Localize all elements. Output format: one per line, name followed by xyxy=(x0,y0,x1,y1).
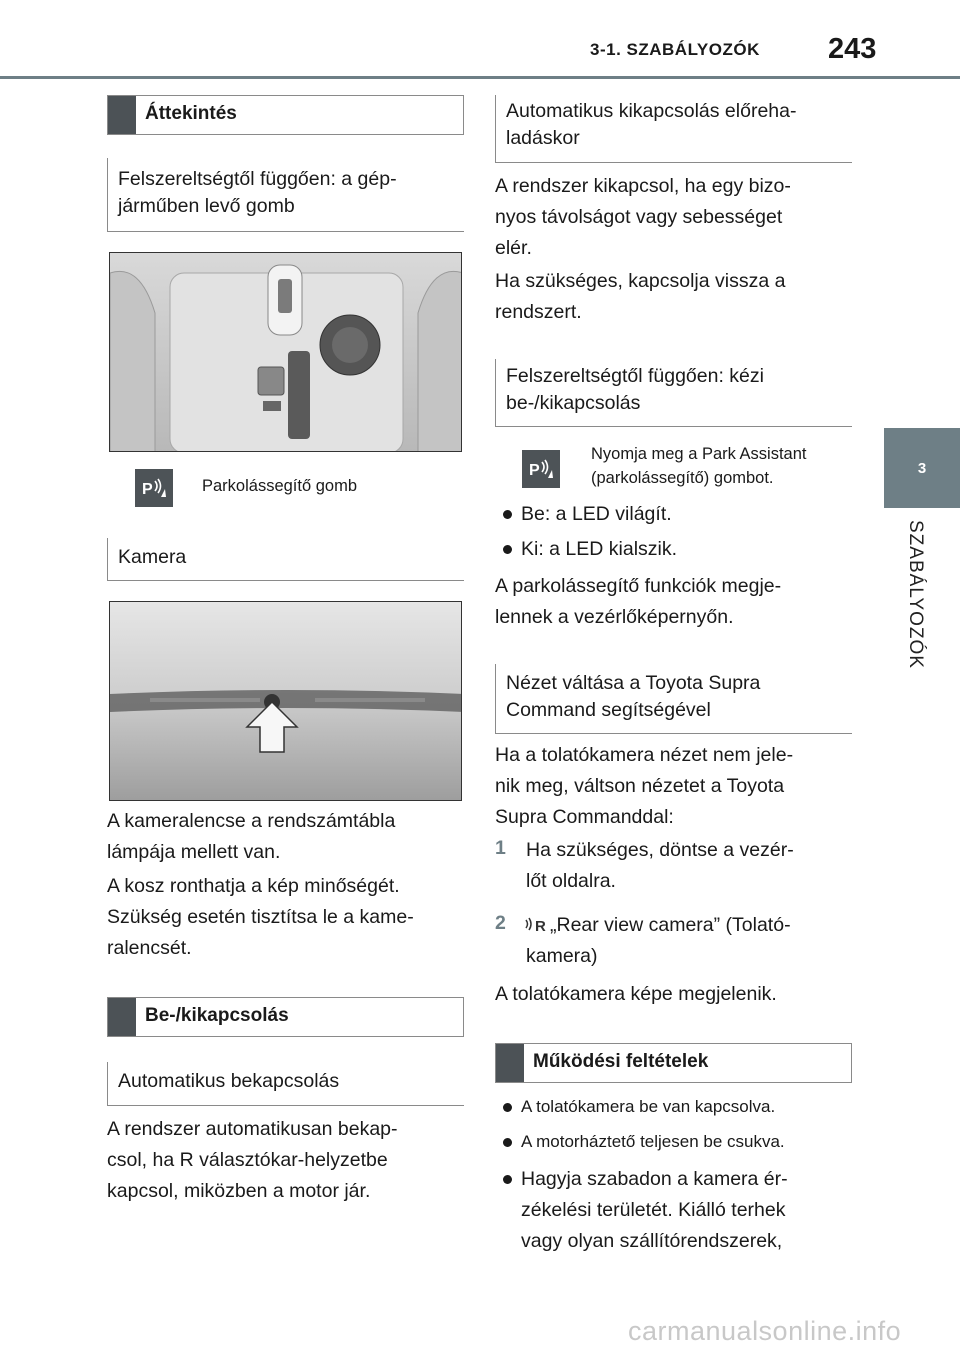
svg-text:R: R xyxy=(535,918,546,934)
section-heading-onoff: Be-/kikapcsolás xyxy=(107,997,464,1037)
section-heading-text: Áttekintés xyxy=(145,103,237,124)
park-button-caption: Parkolássegítő gomb xyxy=(202,477,358,495)
header-section-title: 3-1. SZABÁLYOZÓK xyxy=(590,40,760,59)
condition-hood-closed: A motorháztető teljesen be csukva. xyxy=(521,1132,785,1151)
step-1-text: Ha szükséges, döntse a vezér- lőt oldalra. xyxy=(526,839,794,892)
auto-off-text: A rendszer kikapcsol, ha egy bizo- nyos távolságot vagy sebességet elér. xyxy=(495,175,791,259)
bullet xyxy=(503,1138,512,1147)
display-text: A parkolássegítő funkciók megje- lennek a vezérlőképernyőn. xyxy=(495,575,782,628)
svg-text:P: P xyxy=(529,462,540,479)
subheading-view-switch: Nézet váltása a Toyota Supra Command segítségével xyxy=(495,664,852,734)
view-text: Ha a tolatókamera nézet nem jele- nik meg, váltson nézetet a Toyota Supra Commanddal: xyxy=(495,744,794,828)
subheading-equipment: Felszereltségtől függően: a gép- járműben levő gomb xyxy=(107,158,464,232)
console-photo xyxy=(109,252,462,452)
watermark: carmanualsonline.info xyxy=(628,1316,902,1346)
subheading-auto-on: Automatikus bekapcsolás xyxy=(107,1062,464,1106)
bullet-led-off: Ki: a LED kialszik. xyxy=(521,538,678,560)
camera-photo xyxy=(109,601,462,801)
chapter-tab xyxy=(884,428,960,508)
page-number: 243 xyxy=(828,33,877,65)
console-illustration xyxy=(110,253,462,452)
header-rule xyxy=(0,76,960,79)
bullet xyxy=(503,510,512,519)
camera-text-1: A kameralencse a rendszámtábla lámpája mellett van. xyxy=(107,810,396,863)
result-text: A tolatókamera képe megjelenik. xyxy=(495,983,777,1005)
condition-camera-on: A tolatókamera be van kapcsolva. xyxy=(521,1097,776,1116)
subheading-camera: Kamera xyxy=(107,538,464,581)
subheading-manual: Felszereltségtől függően: kézi be-/kikapcsolás xyxy=(495,359,852,427)
chapter-label: SZABÁLYOZÓK xyxy=(905,520,926,669)
step-2-text: „Rear view camera” (Tolató- kamera) xyxy=(526,914,791,967)
camera-text-2: A kosz ronthatja a kép minőségét. Szükség esetén tisztítsa le a kame- ralencsét. xyxy=(107,875,414,959)
subheading-auto-off: Automatikus kikapcsolás előreha- ladáskor xyxy=(495,95,852,163)
section-heading-conditions: Működési feltételek xyxy=(495,1043,852,1083)
bullet-led-on: Be: a LED világít. xyxy=(521,503,672,525)
step-number: 2 xyxy=(495,912,506,934)
chapter-number: 3 xyxy=(917,459,927,477)
park-assist-button-icon xyxy=(522,450,560,488)
bullet xyxy=(503,545,512,554)
bullet xyxy=(503,1103,512,1112)
auto-off-text-2: Ha szükséges, kapcsolja vissza a rendszert. xyxy=(495,270,786,323)
section-heading-overview xyxy=(107,95,464,135)
auto-on-text: A rendszer automatikusan bekap- csol, ha R választókar-helyzetbe kapcsol, miközben a motor jár. xyxy=(107,1118,398,1202)
bullet xyxy=(503,1175,512,1184)
svg-text:P: P xyxy=(142,481,153,498)
camera-illustration xyxy=(110,602,462,801)
park-assist-button-icon xyxy=(135,469,173,507)
press-button-text: Nyomja meg a Park Assistant (parkolássegítő) gombot. xyxy=(591,445,807,487)
condition-keep-clear: Hagyja szabadon a kamera ér- zékelési területét. Kiálló terhek vagy olyan szállítórendszerek, xyxy=(521,1168,788,1252)
step-number: 1 xyxy=(495,837,506,859)
